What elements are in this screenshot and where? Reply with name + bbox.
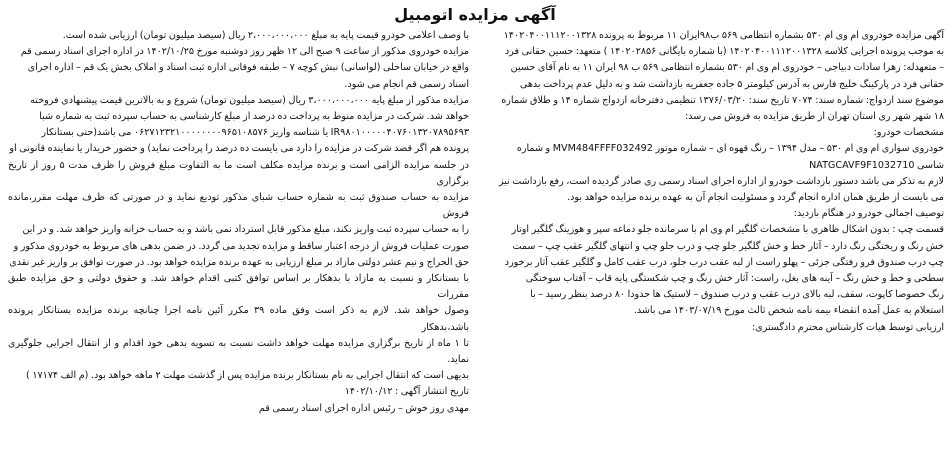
left-column — [8, 28, 469, 417]
text-line: رنگ خصوصا کاپوت، سقف، لبه بالای درب عقب و درب صندوق – لاستیک ها حدودا ۸۰ درصد بنظر رسید – با — [530, 289, 944, 301]
right-column — [483, 28, 944, 417]
text-line: استعلام به عمل آمده انقضاء بیمه نامه شخص ثالث مورخ ۱۴۰۳/۰۷/۱۹ می باشد. — [633, 305, 944, 317]
ad-columns — [6, 28, 944, 417]
text-line: – متعهدله: زهرا سادات دبیاجی – خودروی ام وی ام ۵۳۰ بشماره انتظامی ۵۶۹ ب ۹۸ ایران ۱۱ به نام آقای حسین — [510, 62, 944, 74]
text-line: مزایده مذکور از مبلغ پایه ۳،۰۰۰،۰۰۰،۰۰۰ ریال (سیصد میلیون تومان) شروع و به بالاترین قیمت پیشنهادی فروخته — [30, 94, 469, 106]
text-line: اسناد رسمی قم انجام می شود. — [344, 78, 469, 90]
text-line: شاسی NATGCAVF9F1032710 — [809, 159, 944, 171]
text-line: خودروی سواری ام وی ام ۵۳۰ – مدل ۱۳۹۴ – رنگ قهوه ای – شماره موتور MVM484FFFF032492 و شماره — [516, 143, 944, 155]
publish-date: تاریخ انتشار آگهی : ۱۴۰۲/۱۰/۱۲ — [344, 386, 469, 398]
text-line: آگهی مزایده خودروی ام وی ام ۵۳۰ بشماره انتظامی ۵۶۹ ب۹۸ایران ۱۱ مربوط به پرونده ۱۴۰۲۰۴۰۰۱۱۱۲۰۰۱۳۲۸ — [503, 30, 944, 41]
text-line: واقع در خیابان ساحلی (لواسانی) نبش کوچه ۷ – طبقه فوقانی اداره ثبت اسناد و املاک بخش یک قم – اداره اجرای — [27, 62, 469, 74]
ad-title: آگهی مزایده اتومبیل — [394, 5, 556, 24]
section-heading: مشخصات خودرو: — [873, 127, 944, 139]
section-heading: توصیف اجمالی خودرو در هنگام بازدید: — [793, 208, 944, 220]
text-line: چپ درب صندوق فرو رفتگی جزئی – پهلو راست از لبه عقب درب جلو، درب عقب کامل و گلگیر عقب آثار برخورد — [504, 256, 944, 268]
text-line: لازم به تذکر می باشد دستور بازداشت خودرو از اداره اجرای اسناد رسمی ری صادر گردیده است، رفع بازداشت نیز — [498, 175, 944, 187]
text-line: خواهد شد. شرکت در مزایده منوط به پرداخت ده درصد از مبلغ کارشناسی به حساب سپرده ثبت به شماره شبا — [39, 111, 469, 123]
text-line: در جلسه مزایده الزامی است و برنده مزایده مکلف است ما به التفاوت مبلغ فروش را ظرف مدت ۵ روز از تاریخ برگزاری — [8, 159, 469, 187]
text-line: با وصف اعلامی خودرو قیمت پایه به مبلغ ۲،۰۰۰،۰۰۰،۰۰۰ ریال (سیصد میلیون تومان) ارزیابی شده است. — [62, 30, 469, 41]
text-line: به موجب پرونده اجرایی کلاسه ۱۴۰۲۰۴۰۰۱۱۱۲۰۰۱۳۲۸ (با شماره بایگانی ۱۴۰۲۰۲۸۵۶ ) متعهد: حسین حقانی فرد — [504, 46, 944, 58]
text-line: حقانی فرد در پارکینگ خلیج فارس به آدرس کیلومتر ۵ جاده جعفریه بازداشت شد و به دلیل عدم پرداخت بدهی — [519, 78, 944, 90]
text-line: تا ۱ ماه از تاریخ برگزاری مزایده مهلت خواهد داشت نسبت به تسویه بدهی خود اقدام و از انتقال اجرایی جلوگیری نماید. — [8, 337, 469, 366]
text-line: بدیهی است که انتقال اجرایی به نام بستانکار برنده مزایده پس از گذشت مهلت ۲ ماهه خواهد بود. (م الف ۱۷۱۷۴ ) — [26, 370, 469, 382]
text-line: مزایده به حساب صندوق ثبت به شماره حساب شبای مذکور تودیع نماید و در صورتی که ظرف مهلت مقرر،مانده فروش — [8, 192, 469, 220]
text-line: خش رنگ و ریختگی رنگ دارد – آثار خط و خش گلگیر جلو چپ و درب جلو چپ و انتهای گلگیر عقب چپ – سمت — [512, 240, 944, 252]
text-line: IR۹۸۰۱۰۰۰۰۰۴۰۷۶۰۱۳۲۰۷۸۹۵۶۹۳ یا شناسه واریز ۰۶۲۷۱۲۳۲۱۰۰۰۰۰۰۰۰۹۶۵۱۰۸۵۷۶ می باشد(حتی بستانکار — [41, 127, 469, 139]
text-line: پرونده هم اگر قصد شرکت در مزایده را دارد می بایست ده درصد را پرداخت نماید) و حضور خریدار یا نماینده قانونی او — [9, 143, 469, 155]
text-line: می بایست از طریق همان اداره انجام گردد و مسئولیت انجام آن به عهده برنده مزایده خواهد بود. — [567, 192, 944, 204]
text-line: صورت عملیات فروش از درجه اعتبار ساقط و مزایده تجدید می گردد. در ضمن بدهی های مربوط به خودروی مذکور و — [13, 240, 469, 252]
section-heading: ارزیابی توسط هیات کارشناس محترم دادگستری: — [751, 321, 944, 333]
text-line: وصول خواهد شد. لازم به ذکر است وفق ماده ۳۹ مکرر آئین نامه اجرا چنانچه برنده مزایده بستانکار پرونده باشد،بدهکار — [8, 305, 469, 333]
text-line: را به حساب سپرده ثبت واریز نکند، مبلغ مذکور قابل استرداد نمی باشد و به حساب خزانه واریز خواهد شد. و در این — [22, 224, 469, 236]
signature-line: مهدی روز خوش – رئیس اداره اجرای اسناد رسمی قم — [258, 402, 469, 414]
text-line: با بستانکار و نسبت به مازاد با بدهکار بر اساس توافق کتبی اقدام خواهد شد. و حقوق دولتی و حق مزایده طبق مقررات — [8, 273, 469, 301]
text-line: قسمت چپ : بدون اشکال ظاهری با مشخصات گلگیر ام وی ام با سرمانده جلو دماغه سپر و هوزینگ گلگیر اوتار — [511, 224, 944, 236]
text-line: موضوع سند ازدواج: شماره سند: ۷۰۷۴ تاریخ سند: ۱۳۷۶/۰۳/۲۰ تنظیمی دفترخانه ازدواج شماره ۱۴ و طلاق شماره — [501, 94, 944, 106]
text-line: سطحی و خط و خش رنگ – آینه های بغل، راست: آثار خش رنگ و چپ شکستگی پایه قاب – آفتاب سوختگی — [525, 273, 944, 285]
text-line: حق الحراج و نیم عشر دولتی مازاد بر مبلغ ارزیابی به عهده برنده مزایده خواهد بود. در صورت توافق بر واریز غیر نقدی — [9, 256, 469, 268]
text-line: مزایده خودروی مذکور از ساعت ۹ صبح الی ۱۲ ظهر روز دوشنبه مورخ ۱۴۰۲/۱۰/۲۵ در اداره اجرای اسناد رسمی قم — [20, 46, 469, 58]
text-line: ۱۸ شهر شهر ری استان تهران از طریق مزایده به فروش می رسد: — [684, 111, 944, 123]
